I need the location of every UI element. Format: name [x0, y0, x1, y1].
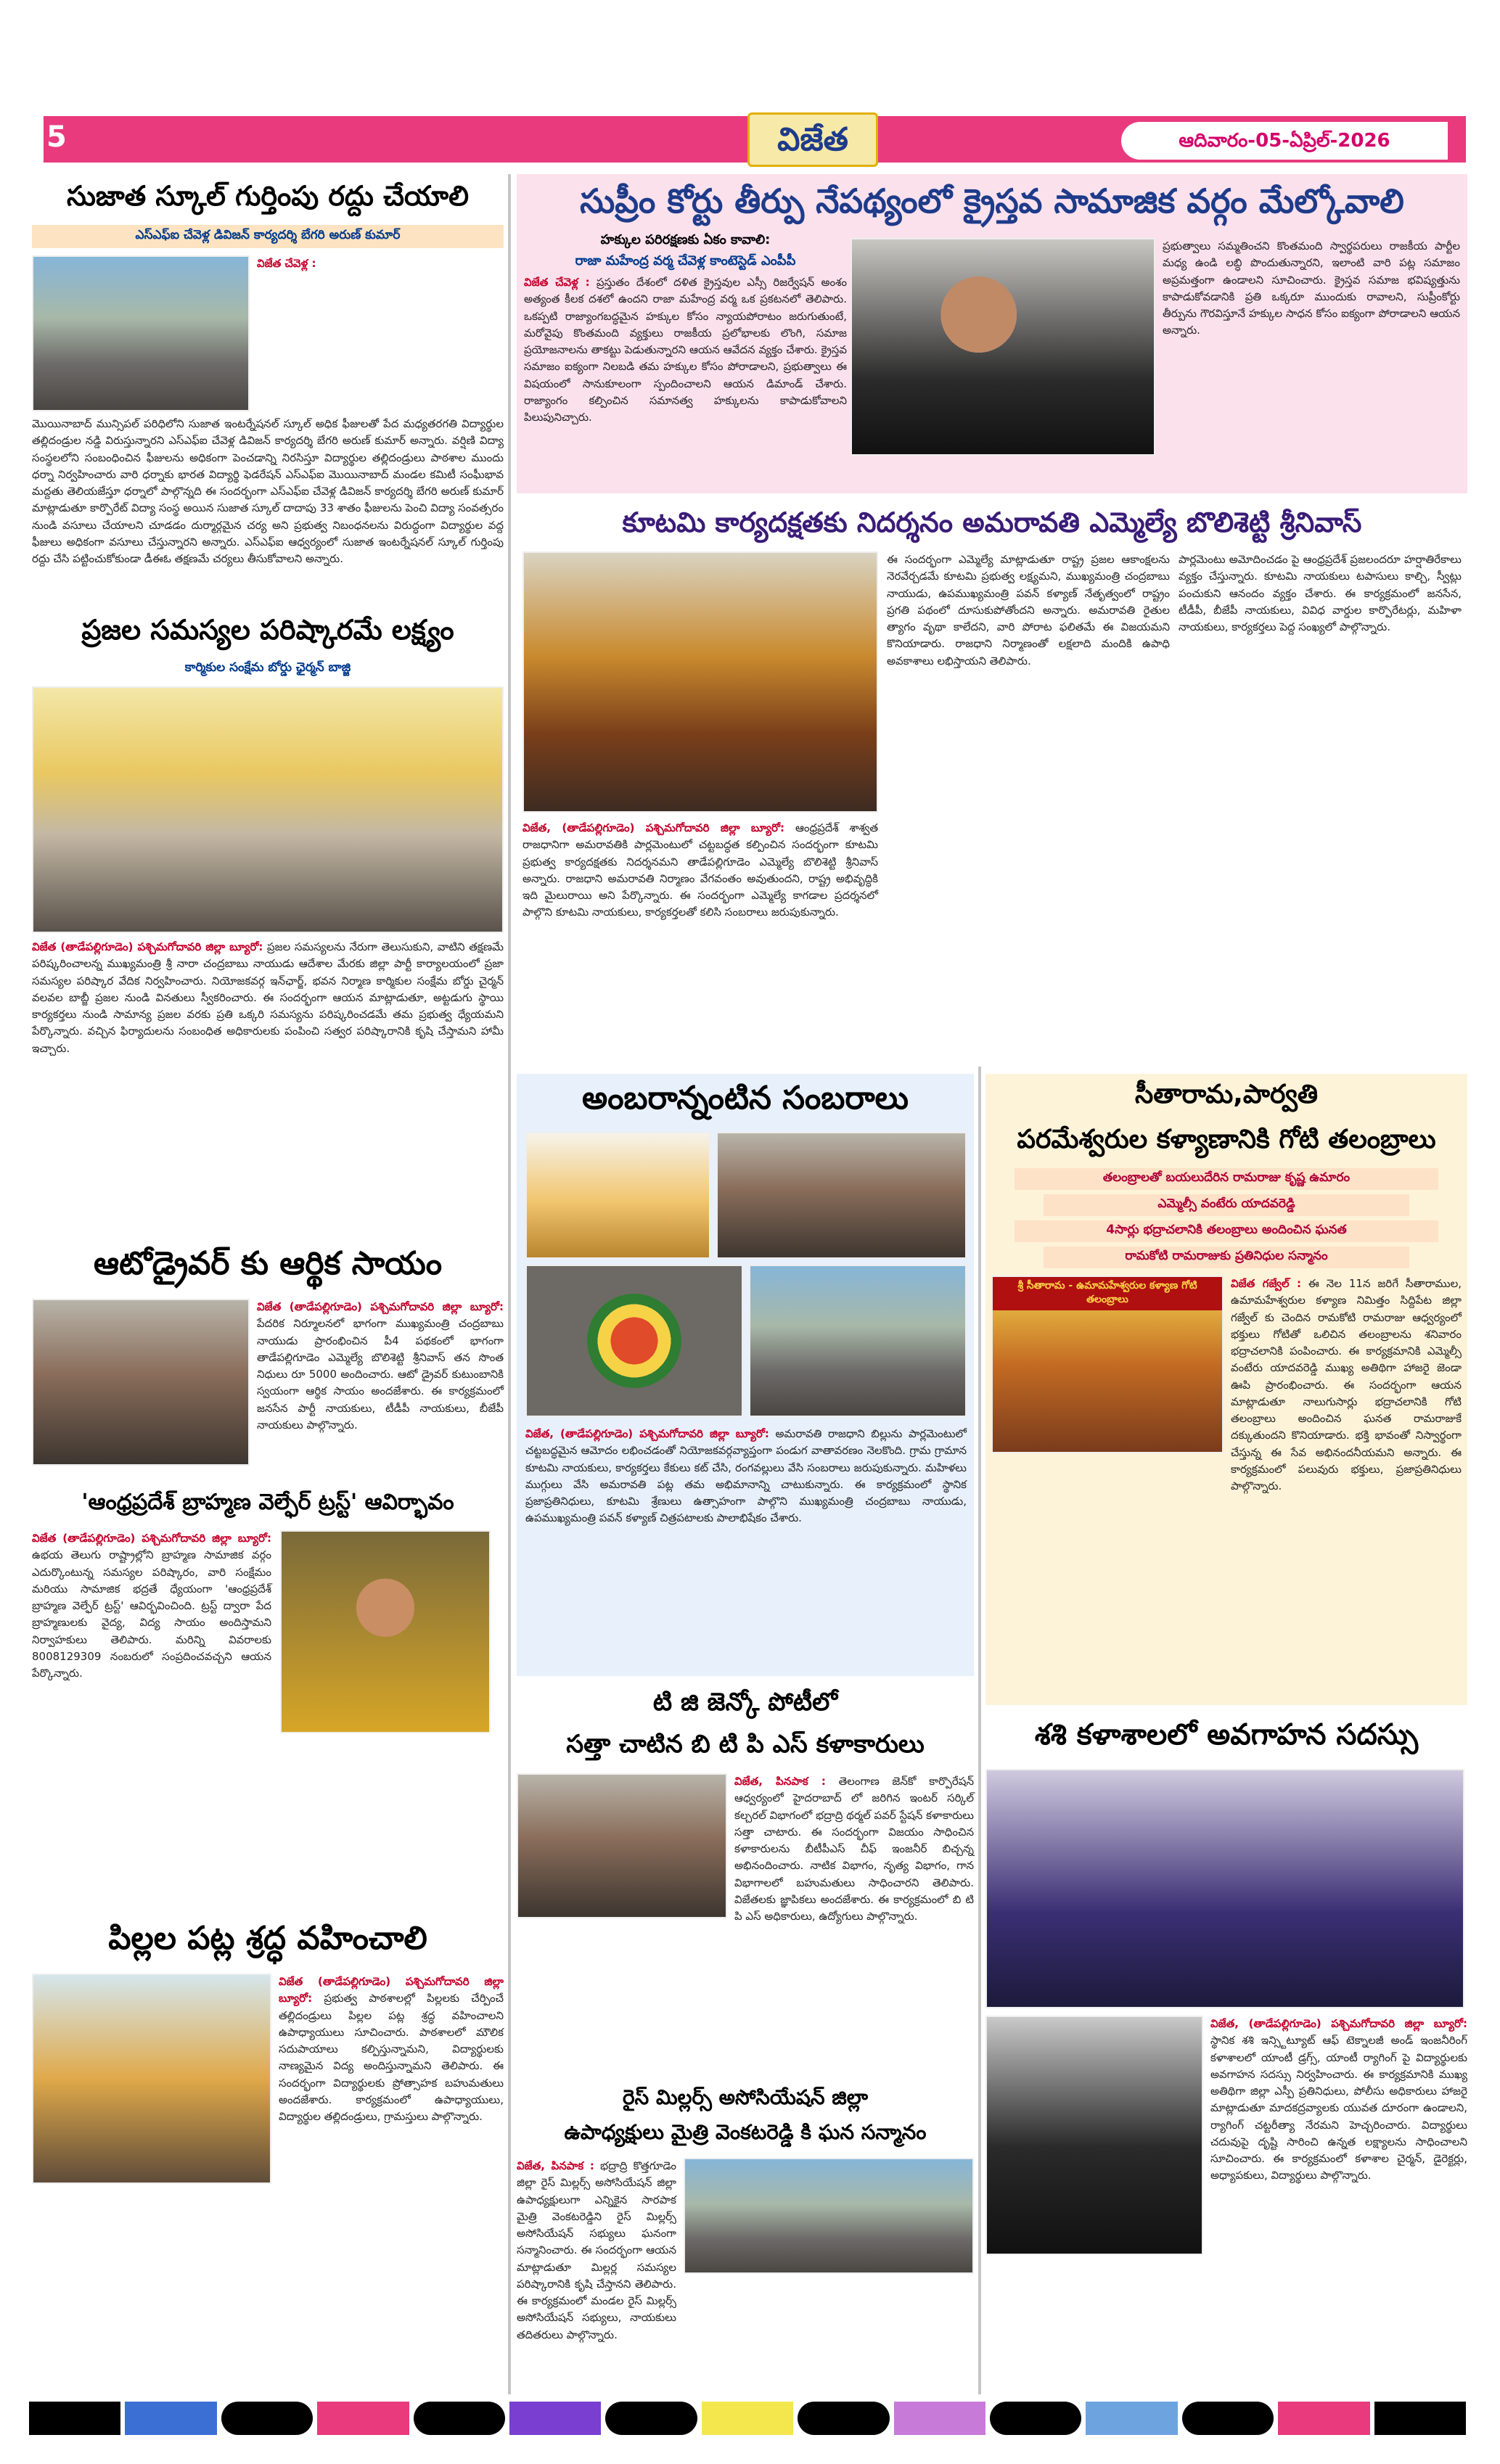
- column-divider: [508, 174, 511, 2394]
- group-photo: [749, 1265, 967, 1417]
- article-body: భద్రాద్రి కొత్తగూడెం జిల్లా రైస్ మిల్లర్స్ అసోసియేషన్ జిల్లా ఉపాధ్యక్షులుగా ఎన్నికైన సారపాక మైత్రి వెంకటరెడ్డిని రైస్ మిల్లర్స్ అసోసియేషన్ సభ్యులు ఘనంగా సన్మానించారు. ఈ సందర్భంగా ఆయన మాట్లాడుతూ మిల్లర్ల సమస్యల పరిష్కారానికి కృషి చేస్తానని తెలిపారు. ఈ కార్యక్రమంలో మండల రైస్ మిల్లర్స్ అసోసియేషన్ సభ్యులు, నాయకులు తదితరులు పాల్గొన్నారు.: [517, 2159, 676, 2341]
- headline: శశి కళాశాలలో అవగాహన సదస్సు: [1034, 1718, 1419, 1752]
- article-praja: [32, 609, 504, 1244]
- color-registration-bar: [29, 2402, 1466, 2435]
- headline-2: పరమేశ్వరుల కళ్యాణానికి గోటి తలంబ్రాలు: [1017, 1125, 1436, 1154]
- celebration-photo: [716, 1132, 967, 1259]
- issue-date: ఆదివారం-05-ఏప్రిల్-2026: [1121, 122, 1448, 160]
- subhead-1: హక్కుల పరిరక్షణకు ఏకం కావాలి:: [600, 232, 771, 247]
- byline: విజేత గజ్వేల్ :: [1231, 1277, 1301, 1290]
- subhead: ఎస్ఎఫ్ఐ చేవెళ్ల డివిజన్ కార్యదర్శి బేగరి అరుణ్ కుమార్: [32, 225, 504, 248]
- artists-photo: [517, 1773, 727, 1918]
- article-body: అమరావతి రాజధాని బిల్లును పార్లమెంటులో చట్టబద్ధమైన ఆమోదం లభించడంతో నియోజకవర్గవ్యాప్తంగా పండుగ వాతావరణం నెలకొంది. గ్రామ గ్రామాన కూటమి నాయకులు, కార్యకర్తలు కేకులు కట్ చేసి, రంగవల్లులు వేసి సంబరాలు జరుపుకున్నారు. మహిళలు ముగ్గులు వేసి అమరావతి పట్ల తమ అభిమానాన్ని చాటుకున్నారు. ఈ కార్యక్రమంలో స్థానిక ప్రజాప్రతినిధులు, కూటమి శ్రేణులు ఉత్సాహంగా పాల్గొని ముఖ్యమంత్రి చంద్రబాబు నాయుడు, ఉపముఖ్యమంత్రి పవన్ కళ్యాణ్ చిత్రపటాలకు పాలాభిషేకం చేశారు.: [525, 1427, 967, 1525]
- column-divider: [978, 1067, 981, 2394]
- article-body: తెలంగాణ జెన్‌కో కార్పొరేషన్ ఆధ్వర్యంలో హైదరాబాద్ లో జరిగిన ఇంటర్ సర్కిల్ కల్చరల్ విభాగంలో భద్రాద్రి థర్మల్ పవర్ స్టేషన్ కళాకారులు సత్తా చాటారు. ఈ సందర్భంగా విజయం సాధించిన కళాకారులను బీటీపీఎస్ చీఫ్ ఇంజనీర్ బిచ్చన్న అభినందించారు. నాటిక విభాగం, నృత్య విభాగం, గాన విభాగాలలో బహుమతులు సాధించారని తెలిపారు. విజేతలకు జ్ఞాపికలు అందజేశారు. ఈ కార్యక్రమంలో బి టి పి ఎస్ అధికారులు, ఉద్యోగులు పాల్గొన్నారు.: [734, 1775, 974, 1923]
- headline: సుప్రీం కోర్టు తీర్పు నేపథ్యంలో క్రైస్తవ సామాజిక వర్గం మేల్కోవాలి: [580, 181, 1404, 221]
- article-rice: [517, 2082, 974, 2394]
- headline: అంబరాన్నంటిన సంబరాలు: [582, 1080, 909, 1117]
- headline: ప్రజల సమస్యల పరిష్కారమే లక్ష్యం: [81, 614, 454, 646]
- school-photo: [32, 1974, 271, 2184]
- article-sasi: [985, 1712, 1467, 2394]
- article-body: మొయినాబాద్ మున్సిపల్ పరిధిలోని సుజాత ఇంటర్నేషనల్ స్కూల్ అధిక ఫీజులతో పేద మధ్యతరగతి విద్యార్థుల తల్లిదండ్రుల నడ్డి విరుస్తున్నారని ఎస్ఎఫ్ఐ చేవెళ్ల డివిజన్ కార్యదర్శి బేగరి అరుణ్ కుమార్ అన్నారు. వర్షిణి విద్యా సంస్థలలోని సంబంధించిన ఫీజులను అధికంగా పెంచడాన్ని నిరసిస్తూ విద్యార్థుల తల్లిదండ్రులు పాఠశాల ముందు ధర్నా నిర్వహించారు వారి ధర్నాకు భారత విద్యార్థి ఫెడరేషన్ ఎస్ఎఫ్ఐ మొయినాబాద్ మండల కమిటీ సంఘీభావ మద్దతు తెలియజేస్తూ ధర్నాలో పాల్గొన్నది ఈ సందర్భంగా ఎస్ఎఫ్ఐ చేవెళ్ల డివిజన్ కార్యదర్శి బేగరి అరుణ్ కుమార్ మాట్లాడుతూ కార్పొరేట్ విద్యా సంస్థ అయిన సుజాత స్కూల్ దాదాపు 33 శాతం ఫీజులను పెంచి విద్యా సంవత్సరం నుండి వసూలు చేయాలని చూడడం దుర్మార్గమైన చర్య అని ప్రభుత్వ నిబంధనలను విరుద్ధంగా విద్యార్థుల వద్ద ఫీజులు అధికంగా వసూలు చేస్తున్నారని అన్నారు. ఎస్ఎఫ్ఐ ఆధ్వర్యంలో సుజాత ఇంటర్నేషనల్ స్కూల్ గుర్తింపు రద్దు చేసి పట్టించుకోకుండా డీఈఓ తక్షణమే చర్యలు తీసుకోవాలని అన్నారు.: [32, 417, 504, 565]
- kalyanam-banner: శ్రీ సీతారామ - ఉమామహేశ్వరుల కళ్యాణ గోటి తలంబ్రాలు: [993, 1277, 1222, 1310]
- article-sujatha: [32, 174, 504, 655]
- article-body: ఈ నెల 11న జరిగే సీతారాముల, ఉమామహేశ్వరుల కళ్యాణ నిమిత్తం సిద్దిపేట జిల్లా గజ్వేల్ కు చెందిన రామకోటి రామరాజు ఆధ్వర్యంలో భక్తులు గోటితో ఒలిచిన తలంబ్రాలను శనివారం భద్రాచలానికి పంపించారు. ఈ కార్యక్రమానికి ఎమ్మెల్సీ వంటేరు యాదవరెడ్డి ముఖ్య అతిథిగా హాజరై జెండా ఊపి ప్రారంభించారు. ఈ సందర్భంగా ఆయన మాట్లాడుతూ నాలుగుసార్లు భద్రాచలానికి గోటి తలంబ్రాలు అందించిన ఘనత రామరాజుకే దక్కుతుందని కొనియాడారు. భక్తి భావంతో నిస్వార్థంగా చేస్తున్న ఈ సేవ అభినందనీయమని అన్నారు. ఈ కార్యక్రమంలో పలువురు భక్తులు, ప్రజాప్రతినిధులు పాల్గొన్నారు.: [1231, 1277, 1462, 1492]
- article-body: స్థానిక శశి ఇన్స్టిట్యూట్ ఆఫ్ టెక్నాలజీ అండ్ ఇంజనీరింగ్ కళాశాలలో యాంటీ డ్రగ్స్, యాంటీ ర్యాగింగ్ పై విద్యార్థులకు అవగాహన సదస్సు నిర్వహించారు. ఈ కార్యక్రమానికి ముఖ్య అతిథిగా జిల్లా ఎస్పీ ప్రతినిధులు, పోలీసు అధికారులు హాజరై మాట్లాడుతూ మాదకద్రవ్యాలకు యువత దూరంగా ఉండాలని, ర్యాగింగ్ చట్టరీత్యా నేరమని హెచ్చరించారు. విద్యార్థులు చదువుపై దృష్టి సారించి ఉన్నత లక్ష్యాలను సాధించాలని సూచించారు. ఈ కార్యక్రమంలో కళాశాల చైర్మన్, డైరెక్టర్లు, అధ్యాపకులు, విద్యార్థులు పాల్గొన్నారు.: [1210, 2034, 1467, 2182]
- headline: 'ఆంధ్రప్రదేశ్ బ్రాహ్మణ వెల్ఫేర్ ట్రస్ట్' ఆవిర్భావం: [81, 1490, 454, 1515]
- article-sitarama: [985, 1074, 1467, 1705]
- founder-portrait: [280, 1530, 491, 1733]
- headline: ఆటోడ్రైవర్ కు ఆర్థిక సాయం: [93, 1245, 442, 1282]
- tag-2: ఎమ్మెల్సీ వంటేరు యాదవరెడ్డి: [1044, 1194, 1409, 1216]
- felicitation-photo: [684, 2158, 974, 2274]
- byline: విజేత (తాడేపల్లిగూడెం) పశ్చిమగోదావరి జిల్లా బ్యూరో:: [32, 940, 263, 953]
- article-pillala: [32, 1915, 504, 2184]
- speaker-photo: [851, 238, 1155, 456]
- article-ambaram: [517, 1074, 974, 1676]
- byline: విజేత, పినపాక :: [517, 2159, 594, 2172]
- headline-1: టి జి జెన్కో పోటీలో: [652, 1688, 838, 1717]
- page-number: 5: [46, 120, 67, 154]
- article-body-2: ప్రభుత్వాలు సమ్మతించని కొంతమంది స్వార్థపరులు రాజకీయ పార్టీల మధ్య ఉండి లబ్ధి పొందుతున్నారని, ఇలాంటి వారి పట్ల సమాజం అప్రమత్తంగా ఉండాలని సూచించారు. క్రైస్తవ సమాజ భవిష్యత్తును కాపాడుకోవడానికి ప్రతి ఒక్కరూ ముందుకు రావాలని, సుప్రీంకోర్టు తీర్పును గౌరవిస్తూనే హక్కుల సాధన కోసం ఐక్యంగా పోరాడాలని ఆయన అన్నారు.: [1163, 239, 1460, 337]
- tag-3: 4సార్లు భద్రాచలానికి తలంబ్రాలు అందించిన ఘనత: [1015, 1220, 1438, 1242]
- headline-2: ఉపాధ్యక్షులు మైత్రి వెంకటరెడ్డి కి ఘన సన్మానం: [564, 2120, 927, 2144]
- article-body: ప్రస్తుతం దేశంలో దళిత క్రైస్తవుల ఎస్సీ రిజర్వేషన్ అంశం అత్యంత కీలక దశలో ఉందని రాజా మహేంద్ర వర్మ ఒక ప్రకటనలో తెలిపారు. ఒకప్పటి రాజ్యాంగబద్ధమైన హక్కుల కోసం న్యాయపోరాటం జరుగుతుంటే, మరోవైపు కొంతమంది వ్యక్తులు రాజకీయ ప్రలోభాలకు లొంగి, సమాజ ప్రయోజనాలను తాకట్టు పెడుతున్నారని ఆయన ఆవేదన వ్యక్తం చేశారు. క్రైస్తవ సమాజం ఐక్యంగా నిలబడి తమ హక్కుల కోసం పోరాడాలని, ప్రభుత్వాలు ఈ విషయంలో సానుకూలంగా స్పందించాలని ఆయన డిమాండ్ చేశారు. రాజ్యాంగం కల్పించిన సమానత్వ హక్కులను కాపాడుకోవాలని పిలుపునిచ్చారు.: [524, 276, 847, 424]
- article-tgenco: [517, 1683, 974, 2075]
- lecturer-photo: [985, 2016, 1203, 2255]
- protest-photo: [32, 255, 250, 411]
- tag-4: రామకోటి రామరాజుకు ప్రతినిధుల సన్మానం: [1044, 1247, 1409, 1268]
- article-body: ప్రభుత్వ పాఠశాలల్లో పిల్లలకు చేర్పించే తల్లిదండ్రులు పిల్లల పట్ల శ్రద్ధ వహించాలని ఉపాధ్యాయులు సూచించారు. పాఠశాలలో మౌలిక సదుపాయాలు కల్పిస్తున్నామని, విద్యార్థులకు నాణ్యమైన విద్య అందిస్తున్నామని తెలిపారు. ఈ సందర్భంగా విద్యార్థులకు ప్రోత్సాహక బహుమతులు అందజేశారు. కార్యక్రమంలో ఉపాధ్యాయులు, విద్యార్థుల తల్లిదండ్రులు, గ్రామస్తులు పాల్గొన్నారు.: [279, 1992, 504, 2123]
- headline-1: రైస్ మిల్లర్స్ అసోసియేషన్ జిల్లా: [622, 2085, 869, 2109]
- seminar-photo: [985, 1769, 1464, 2008]
- article-auto: [32, 1241, 504, 1466]
- byline: విజేత చేవెళ్ల :: [257, 257, 316, 270]
- paper-logo: విజేత: [747, 112, 878, 167]
- headline-2: సత్తా చాటిన బి టి పి ఎస్ కళాకారులు: [566, 1730, 925, 1759]
- byline: విజేత, పినపాక :: [734, 1775, 826, 1788]
- headline-1: సీతారామ,పార్వతి: [1134, 1080, 1319, 1109]
- kalyanam-photo: [991, 1276, 1224, 1453]
- headline: సుజాత స్కూల్ గుర్తింపు రద్దు చేయాలి: [67, 180, 469, 212]
- article-body: ఉభయ తెలుగు రాష్ట్రాల్లోని బ్రాహ్మణ సామాజిక వర్గం ఎదుర్కొంటున్న సమస్యల పరిష్కారం, వారి సంక్షేమం మరియు సామాజిక భద్రతే ధ్యేయంగా 'ఆంధ్రప్రదేశ్ బ్రాహ్మణ వెల్ఫేర్ ట్రస్ట్' ఆవిర్భవించింది. ట్రస్ట్ ద్వారా పేద బ్రాహ్మణులకు వైద్య, విద్య సాయం అందిస్తామని నిర్వాహకులు తెలిపారు. మరిన్ని వివరాలకు 8008129309 నంబరులో సంప్రదించవచ్చని ఆయన పేర్కొన్నారు.: [32, 1548, 271, 1680]
- byline: విజేత, (తాడేపల్లిగూడెం) పశ్చిమగోదావరి జిల్లా బ్యూరో:: [522, 821, 785, 834]
- headline: కూటమి కార్యదక్షతకు నిదర్శనం అమరావతి ఎమ్మెల్యే బొలిశెట్టి శ్రీనివాస్: [622, 506, 1362, 538]
- cake-photo: [525, 1132, 710, 1259]
- byline: విజేత (తాడేపల్లిగూడెం) పశ్చిమగోదావరి జిల్లా బ్యూరో:: [32, 1532, 271, 1545]
- tag-1: తలంబ్రాలతో బయలుదేరిన రామరాజు కృష్ణ ఉమారం: [1015, 1168, 1438, 1190]
- byline: విజేత (తాడేపల్లిగూడెం) పశ్చిమగోదావరి జిల్లా బ్యూరో:: [257, 1300, 504, 1313]
- grievance-photo: [32, 686, 504, 933]
- article-body: ఆంధ్రప్రదేశ్ శాశ్వత రాజధానిగా అమరావతికి పార్లమెంటులో చట్టబద్ధత కల్పించిన సందర్భంగా కూటమి ప్రభుత్వ కార్యదక్షతకు నిదర్శనమని తాడేపల్లిగూడెం ఎమ్మెల్యే బొలిశెట్టి శ్రీనివాస్ అన్నారు. రాజధాని అమరావతి నిర్మాణం వేగవంతం అవుతుందని, రాష్ట్ర అభివృద్ధికి ఇది మైలురాయి అని పేర్కొన్నారు. ఈ సందర్భంగా ఎమ్మెల్యే కాగడాల ప్రదర్శనలో పాల్గొని కూటమి నాయకులు, కార్యకర్తలతో కలిసి సంబరాలు జరుపుకున్నారు.: [522, 821, 878, 919]
- subhead-2: రాజా మహేంద్ర వర్మ చేవెళ్ల కాంటెస్టెడ్ ఎంపీపీ: [575, 253, 796, 268]
- byline: విజేత, (తాడేపల్లిగూడెం) పశ్చిమగోదావరి జిల్లా బ్యూరో:: [1210, 2017, 1467, 2030]
- article-body: పేదరిక నిర్మూలనలో భాగంగా ముఖ్యమంత్రి చంద్రబాబు నాయుడు ప్రారంభించిన పీ4 పథకంలో భాగంగా తాడేపల్లిగూడెం ఎమ్మెల్యే బొలిశెట్టి శ్రీనివాస్ తన సొంత నిధులు రూ 5000 అందించారు. ఆటో డ్రైవర్ కుటుంబానికి స్వయంగా ఆర్థిక సాయం అందజేశారు. ఈ కార్యక్రమంలో జనసేన పార్టీ నాయకులు, టీడీపీ నాయకులు, బీజేపీ నాయకులు పాల్గొన్నారు.: [257, 1317, 504, 1432]
- rangoli-photo: [525, 1265, 743, 1417]
- byline: విజేత (తాడేపల్లిగూడెం) పశ్చిమగోదావరి జిల్లా బ్యూరో:: [279, 1975, 504, 2005]
- article-brahmana: [32, 1484, 504, 1799]
- article-body: ప్రజల సమస్యలను నేరుగా తెలుసుకుని, వాటిని తక్షణమే పరిష్కరించాలన్న ముఖ్యమంత్రి శ్రీ నారా చంద్రబాబు నాయుడు ఆదేశాల మేరకు జిల్లా పార్టీ కార్యాలయంలో ప్రజా సమస్యల పరిష్కార వేదిక నిర్వహించారు. నియోజకవర్గ ఇన్‌ఛార్జ్, భవన నిర్మాణ కార్మికుల సంక్షేమ బోర్డు చైర్మన్ వలవల బాబ్జీ ప్రజల నుండి వినతులు స్వీకరించారు. ఈ సందర్భంగా ఆయన మాట్లాడుతూ, అట్టడుగు స్థాయి కార్యకర్తలు నుండి సామాన్య ప్రజల వరకు ప్రతి ఒక్కరి సమస్యను పరిష్కరించడమే తమ ప్రభుత్వ ధ్యేయమని పేర్కొన్నారు. వచ్చిన ఫిర్యాదులను సంబంధిత అధికారులకు పంపించి సత్వర పరిష్కారానికి కృషి చేస్తామని హామీ ఇచ్చారు.: [32, 940, 504, 1055]
- byline: విజేత చేవెళ్ల :: [524, 276, 590, 289]
- article-supreme: [517, 174, 1467, 493]
- torch-rally-photo: [522, 551, 878, 813]
- headline: పిల్లల పట్ల శ్రద్ధ వహించాలి: [108, 1920, 427, 1957]
- subhead: కార్మికుల సంక్షేమ బోర్డు ఛైర్మన్ బాజ్జి: [32, 657, 504, 681]
- byline: విజేత, (తాడేపల్లిగూడెం) పశ్చిమగోదావరి జిల్లా బ్యూరో:: [525, 1427, 769, 1440]
- article-body-3: పార్లమెంటు అమోదించడం పై ఆంధ్రప్రదేశ్ ప్రజలందరూ హర్షాతిరేకాలు వ్యక్తం చేస్తున్నారు. కూటమి నాయకులు టపాసులు కాల్చి, స్వీట్లు పంచుకుని ఆనందం వ్యక్తం చేశారు. ఈ కార్యక్రమంలో జనసేన, టీడీపీ, బీజేపీ నాయకులు, వివిధ వార్డుల కార్పొరేటర్లు, మహిళా నాయకులు, కార్యకర్తలు పెద్ద సంఖ్యలో పాల్గొన్నారు.: [1179, 553, 1462, 633]
- aid-photo: [32, 1299, 250, 1466]
- article-body-2: ఈ సందర్భంగా ఎమ్మెల్యే మాట్లాడుతూ రాష్ట్ర ప్రజల ఆకాంక్షలను నెరవేర్చడమే కూటమి ప్రభుత్వ లక్ష్యమని, ముఖ్యమంత్రి చంద్రబాబు నాయుడు, ఉపముఖ్యమంత్రి పవన్ కళ్యాణ్ నేతృత్వంలో రాష్ట్రం ప్రగతి పథంలో దూసుకుపోతోందని అన్నారు. అమరావతి రైతుల త్యాగం వృథా కాలేదని, వారి పోరాట ఫలితమే ఈ విజయమని కొనియాడారు. రాజధాని నిర్మాణంతో లక్షలాది మందికి ఉపాధి అవకాశాలు లభిస్తాయని తెలిపారు.: [887, 553, 1170, 668]
- article-kutami: [517, 501, 1467, 1059]
